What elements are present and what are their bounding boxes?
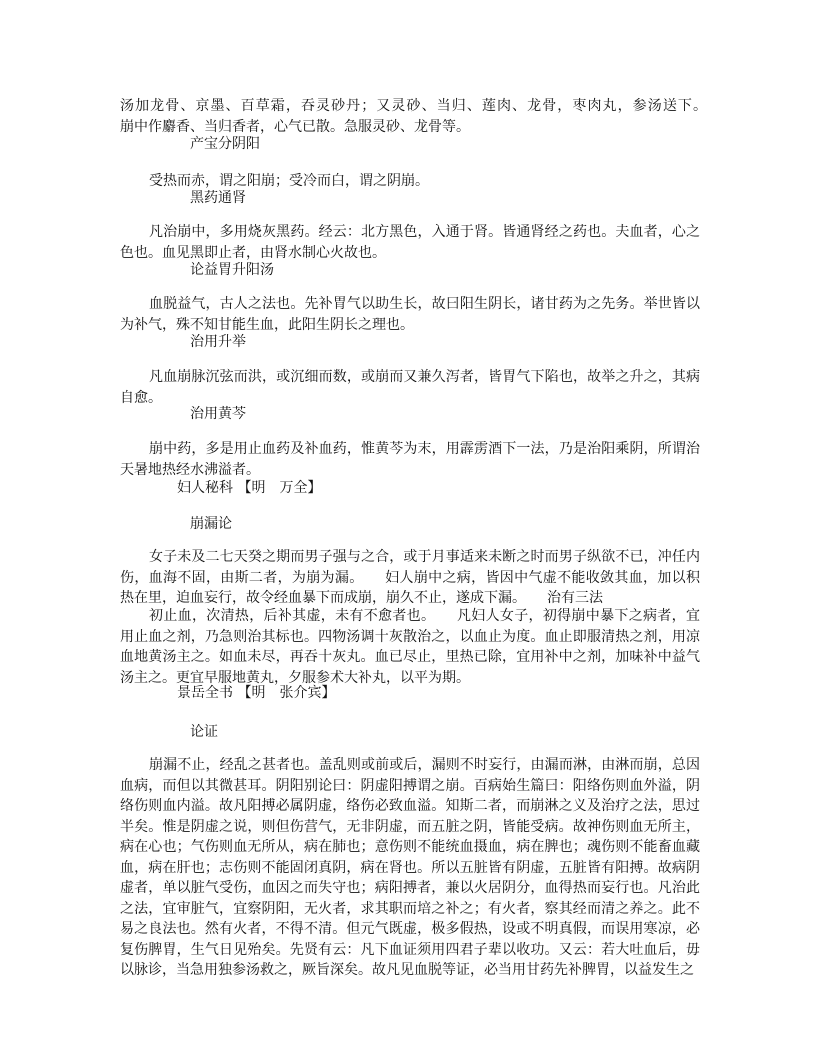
paragraph-yiwei: 血脱益气，古人之法也。先补胃气以助生长，故曰阳生阴长，诸甘药为之先务。举世皆以为补气，殊不知甘能生血，此阳生阴长之理也。 [120, 296, 700, 333]
paragraph-yin-yang-beng: 受热而赤，谓之阳崩；受冷而白，谓之阴崩。 [149, 173, 429, 189]
source-title-furen-mike: 妇人秘科 【明 万全】 [177, 480, 322, 496]
section-heading-heiyao: 黑药通肾 [190, 190, 246, 206]
section-heading-shengju: 治用升举 [190, 334, 246, 350]
paragraph-huangqin: 崩中药，多是用止血药及补血药，惟黄芩为末，用霹雳酒下一法，乃是治阳乘阴，所谓治天暑地热经水沸溢者。 [120, 441, 700, 478]
paragraph-heiyao: 凡治崩中，多用烧灰黑药。经云：北方黑色，入通于肾。皆通肾经之药也。夫血者，心之色也。血见黑即止者，由肾水制心火故也。 [120, 224, 700, 261]
paragraph-benglou-cause: 女子未及二七天癸之期而男子强与之合，或于月事适来未断之时而男子纵欲不已，冲任内伤，血海不固，由斯二者，为崩为漏。 妇人崩中之病，皆因中气虚不能收敛其血，加以积热在里，迫血妄行，故令经血暴下而成崩，崩久不止，遂成下漏。 治有三法 [120, 549, 700, 606]
section-heading-benglou: 崩漏论 [190, 516, 232, 532]
paragraph-benglou-treatment: 初止血，次清热，后补其虚，未有不愈者也。 凡妇人女子，初得崩中暴下之病者，宜用止血之剂，乃急则治其标也。四物汤调十灰散治之，以血止为度。血止即服清热之剂，用凉血地黄汤主之。如血未尽，再吞十灰丸。血已尽止，里热已除，宜用补中之剂，加味补中益气汤主之。更宜早服地黄丸，夕服参术大补丸，以平为期。 [120, 608, 700, 686]
section-heading-huangqin: 治用黄芩 [190, 406, 246, 422]
section-heading-chanbao: 产宝分阴阳 [190, 136, 260, 152]
section-heading-yiwei: 论益胃升阳汤 [190, 262, 274, 278]
paragraph-longgu-formula: 汤加龙骨、京墨、百草霜，吞灵砂丹；又灵砂、当归、莲肉、龙骨，枣肉丸，参汤送下。 崩中作麝香、当归香者，心气已散。急服灵砂、龙骨等。 [120, 98, 728, 135]
paragraph-shengju: 凡血崩脉沉弦而洪，或沉细而数，或崩而又兼久泻者，皆胃气下陷也，故举之升之，其病自愈。 [120, 369, 700, 406]
source-title-jingyue: 景岳全书 【明 张介宾】 [177, 685, 336, 701]
section-heading-lunzheng: 论证 [190, 724, 218, 740]
paragraph-lunzheng: 崩漏不止，经乱之甚者也。盖乱则或前或后，漏则不时妄行，由漏而淋，由淋而崩，总因血病，而但以其微甚耳。阴阳别论曰：阴虚阳搏谓之崩。百病始生篇曰：阳络伤则血外溢，阴络伤则血内溢。故凡阳搏必属阴虚，络伤必致血溢。知斯二者，而崩淋之义及治疗之法，思过半矣。惟是阴虚之说，则但伤营气，无非阴虚，而五脏之阴，皆能受病。故神伤则血无所主，病在心也；气伤则血无所从，病在肺也；意伤则不能统血摄血，病在脾也；魂伤则不能畜血藏血，病在肝也；志伤则不能固闭真阴，病在肾也。所以五脏皆有阴虚，五脏皆有阳搏。故病阴虚者，单以脏气受伤，血因之而失守也；病阳搏者，兼以火居阴分，血得热而妄行也。凡治此之法，宜审脏气，宜察阴阳，无火者，求其职而培之补之；有火者，察其经而清之养之。此不易之良法也。然有火者，不得不清。但元气既虚，极多假热，设或不明真假，而误用寒凉，必复伤脾胃，生气日见殆矣。先贤有云：凡下血证须用四君子辈以收功。又云：若大吐血后，毋以脉诊，当急用独参汤救之，厥旨深矣。故凡见血脱等证，必当用甘药先补脾胃，以益发生之 [120, 757, 700, 978]
